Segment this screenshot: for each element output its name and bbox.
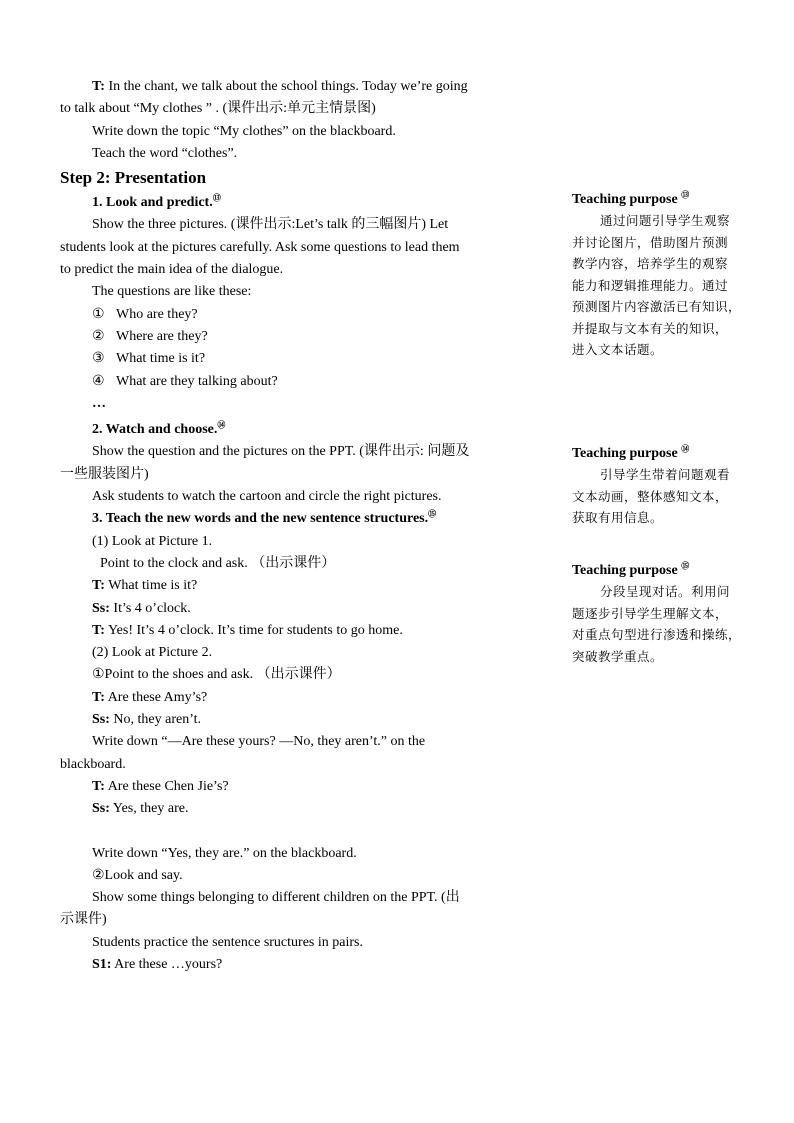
note-heading: Teaching purpose ⑮ [572, 561, 690, 578]
step-heading: Step 2: Presentation [60, 168, 207, 188]
dialogue-line: T: Yes! It’s 4 o’clock. It’s time for students to go home. [92, 622, 403, 638]
question-item: ④ What are they talking about? [92, 373, 278, 389]
note-heading: Teaching purpose ⑭ [572, 444, 690, 461]
footnote-mark: ⑬ [212, 193, 221, 203]
section-heading-look-predict: 1. Look and predict.⑬ [92, 193, 221, 211]
dialogue-line: S1: Are these …yours? [92, 956, 223, 972]
paragraph-line: Write down “Yes, they are.” on the blackboard. [92, 845, 357, 861]
intro-line: Write down the topic “My clothes” on the blackboard. [92, 123, 396, 139]
dialogue-line: Ss: Yes, they are. [92, 801, 189, 817]
paragraph-line: (2) Look at Picture 2. [92, 645, 213, 661]
paragraph-line: Write down “—Are these yours? —No, they aren’t.” on the [92, 734, 426, 750]
note-text: 通过问题引导学生观察 并讨论图片，借助图片预测 教学内容，培养学生的观察 能力和逻辑推理能力。通过 预测图片内容激活已有知识， 并提取与文本有关的知识， 进入文本话题。 [572, 214, 742, 357]
intro-line: Teach the word “clothes”. [92, 145, 238, 161]
dialogue-line: Ss: It’s 4 o’clock. [92, 600, 191, 616]
paragraph-line: ②Look and say. [92, 867, 183, 883]
note-text: 分段呈现对话。利用问 题逐步引导学生理解文本， 对重点句型进行渗透和操练， 突破教学重点。 [572, 585, 742, 664]
teaching-purpose-note [572, 189, 752, 362]
lesson-plan-main [60, 76, 530, 976]
paragraph-line: 一些服装图片) [60, 466, 149, 482]
paragraph-line: to predict the main idea of the dialogue. [60, 262, 284, 278]
paragraph-line: Show the question and the pictures on the PPT. (课件出示: 问题及 [92, 444, 470, 460]
dialogue-line: Ss: No, they aren’t. [92, 712, 202, 728]
paragraph-line: blackboard. [60, 756, 126, 772]
intro-line [60, 76, 530, 98]
teaching-purpose-note [572, 443, 752, 530]
paragraph-line: 示课件) [60, 912, 107, 928]
paragraph-line: ①Point to the shoes and ask. （出示课件） [92, 667, 341, 683]
dialogue-line: T: Are these Amy’s? [92, 689, 208, 705]
dialogue-line: T: Are these Chen Jie’s? [92, 778, 229, 794]
question-item: ③ What time is it? [92, 351, 206, 367]
intro-text: In the chant, we talk about the school things. Today we’re going [104, 79, 468, 94]
paragraph-line: students look at the pictures carefully. Ask some questions to lead them [60, 239, 460, 255]
footnote-mark: ⑭ [217, 420, 226, 430]
paragraph-line: Ask students to watch the cartoon and circle the right pictures. [92, 489, 442, 505]
ellipsis: … [92, 395, 106, 411]
teaching-purpose-note [572, 560, 752, 668]
note-heading: Teaching purpose ⑬ [572, 190, 690, 207]
teacher-label: T: [92, 79, 105, 94]
intro-line: to talk about “My clothes ” . (课件出示:单元主情景图) [60, 101, 376, 117]
paragraph-line: Students practice the sentence sructures in pairs. [92, 934, 363, 950]
paragraph-line: Point to the clock and ask. （出示课件） [100, 555, 336, 571]
blank-line [60, 821, 530, 843]
paragraph-line: The questions are like these: [92, 284, 252, 300]
footnote-mark: ⑮ [428, 509, 437, 519]
paragraph-line: Show the three pictures. (课件出示:Let’s talk 的三幅图片) Let [92, 217, 449, 233]
question-item: ① Who are they? [92, 306, 198, 322]
section-heading-watch-choose: 2. Watch and choose.⑭ [92, 420, 226, 438]
dialogue-line: T: What time is it? [92, 578, 198, 594]
note-text: 引导学生带着问题观看 文本动画，整体感知文本， 获取有用信息。 [572, 468, 731, 525]
question-item: ② Where are they? [92, 328, 208, 344]
paragraph-line: (1) Look at Picture 1. [92, 533, 213, 549]
paragraph-line: Show some things belonging to different children on the PPT. (出 [92, 890, 460, 906]
section-heading-teach: 3. Teach the new words and the new sentence structures.⑮ [92, 509, 437, 527]
